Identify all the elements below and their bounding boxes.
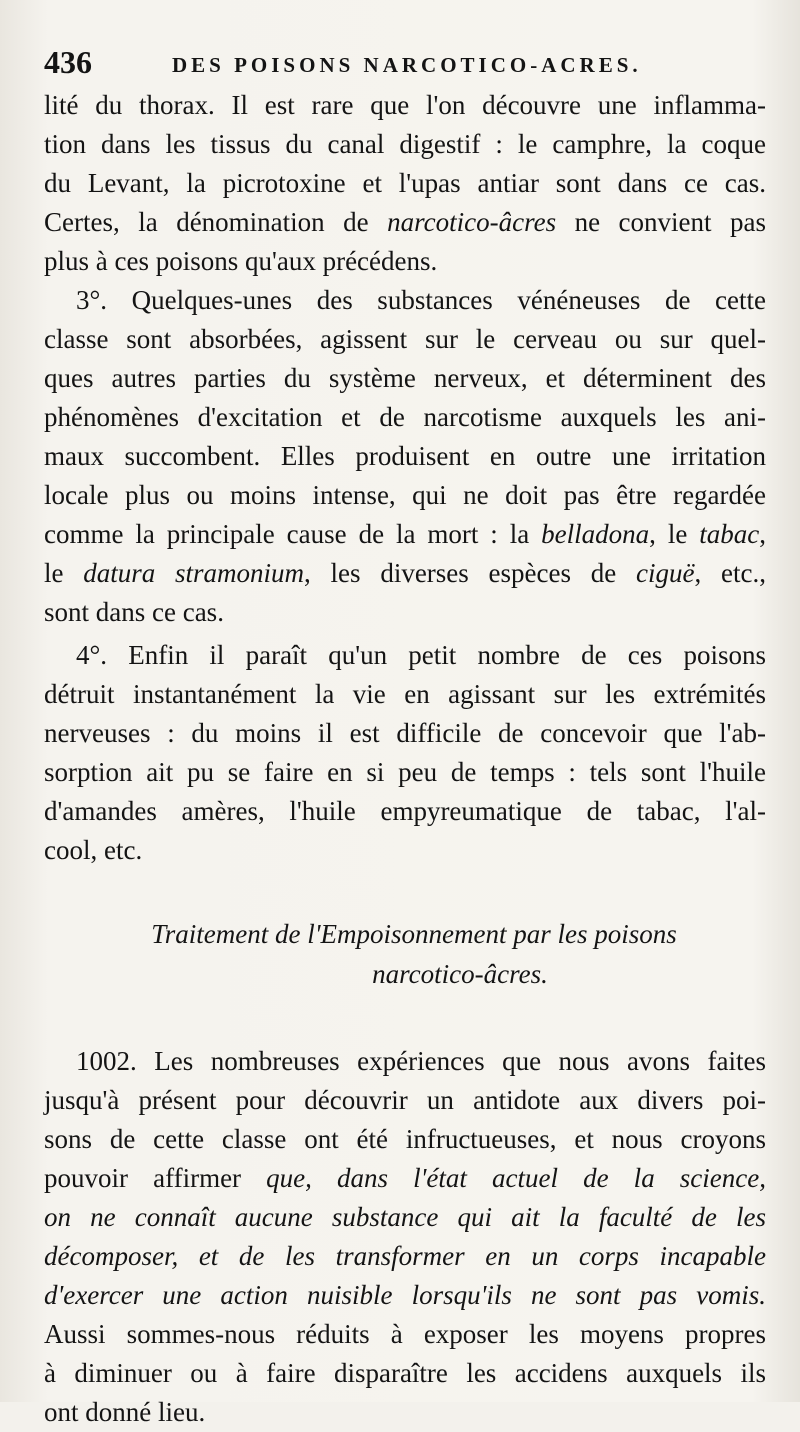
text-line (44, 1159, 766, 1198)
text-span: , etc., (694, 558, 766, 588)
paragraph-continuation (44, 86, 766, 281)
page-number: 436 (44, 44, 92, 80)
text-span: ne convient pas (556, 207, 766, 237)
text-span: Certes, la dénomination de (44, 207, 388, 237)
text-line: détruit instantanément la vie en agissant sur les extrémités (44, 679, 766, 709)
paragraph-point-4 (44, 636, 766, 870)
italic-term: narcotico-âcres (387, 207, 557, 237)
page-body (44, 86, 766, 1432)
paragraph-1002 (44, 1042, 766, 1432)
text-line (44, 203, 766, 242)
text-line: cool, etc. (44, 835, 143, 865)
text-line: plus à ces poisons qu'aux précédens. (44, 246, 438, 276)
text-span: , le (649, 519, 700, 549)
text-line: lité du thorax. Il est rare que l'on découvre une inflamma- (44, 90, 766, 120)
text-line: locale plus ou moins intense, qui ne doit pas être regardée (44, 480, 766, 510)
text-line: 1002. Les nombreuses expériences que nous avons faites (76, 1046, 766, 1076)
text-line: sorption ait pu se faire en si peu de temps : tels sont l'huile (44, 757, 766, 787)
italic-phrase: que, dans l'état actuel de la science, (266, 1163, 766, 1193)
text-span: le (44, 558, 84, 588)
text-line: 4°. Enfin il paraît qu'un petit nombre de ces poisons (76, 640, 766, 670)
text-line (44, 554, 766, 593)
text-line: d'amandes amères, l'huile empyreumatique de tabac, l'al- (44, 796, 766, 826)
italic-term: tabac (699, 519, 760, 549)
text-line: ques autres parties du système nerveux, et déterminent des (44, 363, 766, 393)
text-line: du Levant, la picrotoxine et l'upas antiar sont dans ce cas. (44, 168, 766, 198)
text-line: 3°. Quelques-unes des substances vénéneuses de cette (76, 285, 766, 315)
section-heading-line: Traitement de l'Empoisonnement par les poisons (151, 919, 677, 949)
page-header (44, 40, 764, 84)
text-span: comme la principale cause de la mort : la (44, 519, 542, 549)
text-line (44, 515, 766, 554)
italic-phrase: d'exercer une action nuisible lorsqu'ils ne sont pas vomis. (44, 1280, 766, 1310)
section-heading (44, 914, 766, 994)
text-line: classe sont absorbées, agissent sur le cerveau ou sur quel- (44, 324, 766, 354)
text-span: pouvoir affirmer (44, 1163, 267, 1193)
italic-phrase: décomposer, et de les transformer en un corps incapable (44, 1241, 766, 1271)
text-line (44, 1198, 766, 1237)
text-line (44, 1276, 766, 1315)
text-line: sons de cette classe ont été infructueuses, et nous croyons (44, 1124, 766, 1154)
italic-term: datura stramonium (83, 558, 305, 588)
text-line: Aussi sommes-nous réduits à exposer les moyens propres (44, 1319, 766, 1349)
text-line: nerveuses : du moins il est difficile de concevoir que l'ab- (44, 718, 766, 748)
running-title: DES POISONS NARCOTICO-ACRES. (172, 53, 642, 77)
section-heading-line: narcotico-âcres. (372, 959, 548, 989)
text-line: tion dans les tissus du canal digestif : le camphre, la coque (44, 129, 766, 159)
text-line: maux succombent. Elles produisent en outre une irritation (44, 441, 766, 471)
italic-term: belladona (541, 519, 650, 549)
text-span: , les diverses espèces de (304, 558, 637, 588)
paragraph-point-3 (44, 281, 766, 632)
text-line: jusqu'à présent pour découvrir un antidote aux divers poi- (44, 1085, 766, 1115)
text-line: sont dans ce cas. (44, 597, 224, 627)
text-span: , (759, 519, 766, 549)
italic-term: ciguë (636, 558, 695, 588)
text-line: à diminuer ou à faire disparaître les accidens auxquels ils (44, 1358, 766, 1388)
italic-phrase: on ne connaît aucune substance qui ait la faculté de les (44, 1202, 766, 1232)
text-line: ont donné lieu. (44, 1397, 206, 1427)
text-line (44, 1237, 766, 1276)
text-line: phénomènes d'excitation et de narcotisme auxquels les ani- (44, 402, 766, 432)
